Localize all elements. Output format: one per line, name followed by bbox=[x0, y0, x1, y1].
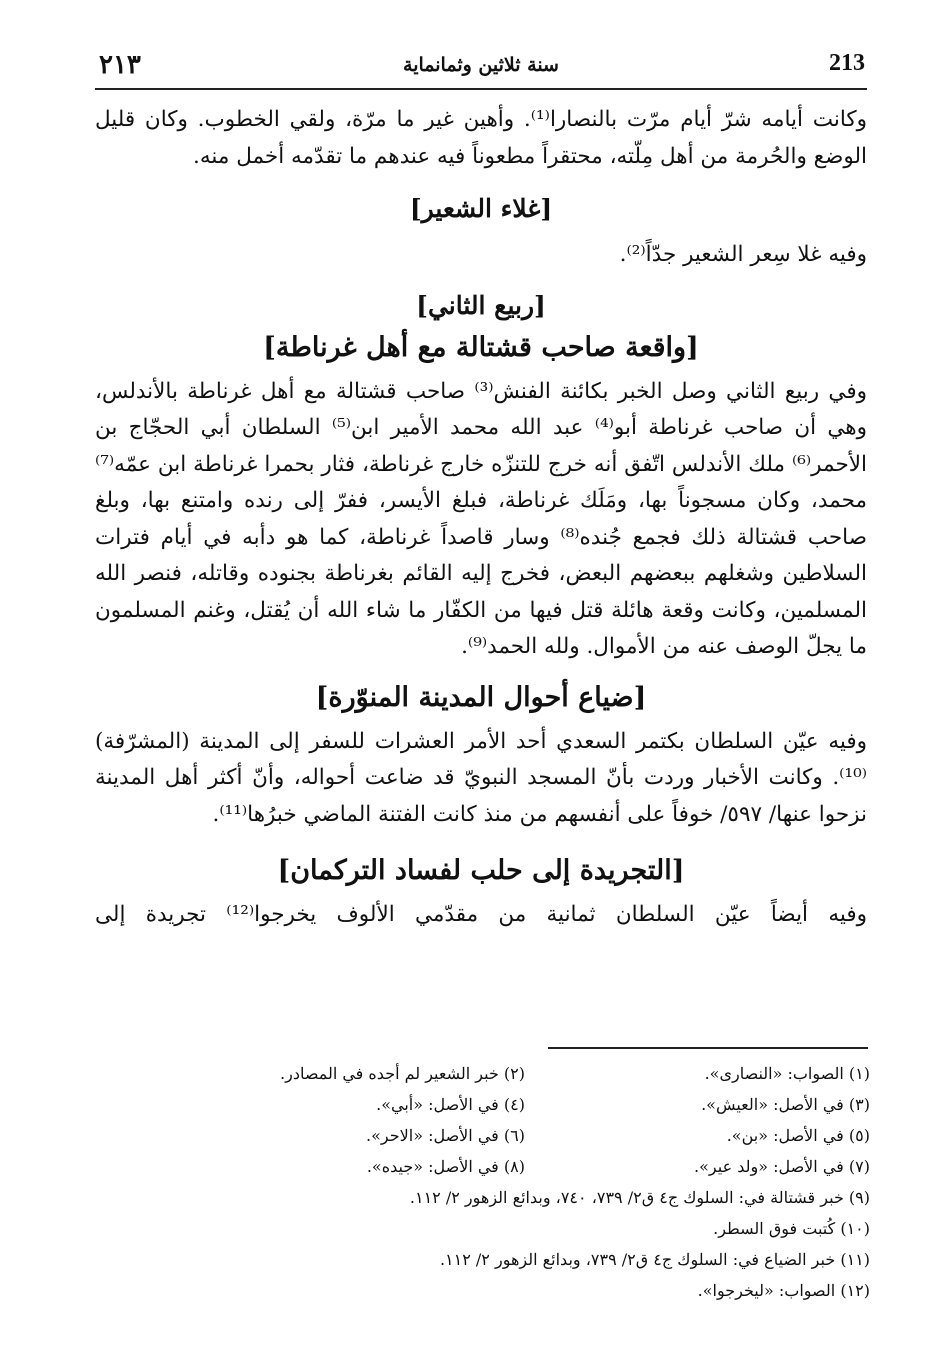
footnote-row bbox=[180, 1058, 870, 1089]
paragraph-5: وفيه أيضاً عيّن السلطان ثمانية من مقدّمي الألوف يخرجوا⁽¹²⁾ تجريدة إلى bbox=[95, 902, 868, 927]
footnote-8: (٨) في الأصل: «جيده». bbox=[366, 1157, 525, 1176]
footnote-12: (١٢) الصواب: «ليخرجوا». bbox=[697, 1281, 870, 1300]
footnote-7: (٧) في الأصل: «ولد عير». bbox=[694, 1157, 870, 1176]
footnote-3: (٣) في الأصل: «العيش». bbox=[701, 1095, 870, 1114]
page-header bbox=[95, 44, 867, 90]
paragraph-1: وكانت أيامه شرّ أيام مرّت بالنصارا⁽¹⁾. وأهين غير ما مرّة، ولقي الخطوب. وكان قليل الوضع والحُرمة من أهل مِلّته، محتقراً مطعوناً فيه عندهم ما تقدّمه أخمل منه. bbox=[95, 107, 867, 169]
footnote-2: (٢) خبر الشعير لم أجده في المصادر. bbox=[280, 1064, 525, 1083]
footnote-row bbox=[180, 1151, 870, 1182]
heading-barley-price: [غلاء الشعير] bbox=[409, 194, 553, 223]
heading-castile-granada: [واقعة صاحب قشتالة مع أهل غرناطة] bbox=[263, 331, 699, 363]
footnote-5: (٥) في الأصل: «بن». bbox=[726, 1126, 870, 1145]
footnote-9: (٩) خبر قشتالة في: السلوك ج٤ ق٢/ ٧٣٩، ٧٤٠، وبدائع الزهور ٢/ ١١٢. bbox=[409, 1188, 870, 1207]
running-title: سنة ثلاثين وثمانماية bbox=[403, 54, 559, 76]
heading-month: [ربيع الثاني] bbox=[416, 290, 546, 320]
page-number: 213 bbox=[829, 50, 865, 76]
paragraph-4: وفيه عيّن السلطان بكتمر السعدي أحد الأمر العشرات للسفر إلى المدينة (المشرّفة)⁽¹⁰⁾. وكانت الأخبار وردت بأنّ المسجد النبويّ قد ضاعت أحواله، وأنّ أكثر أهل المدينة نزحوا عنها/ ٥٩٧/ خوفاً على أنفسهم من منذ كانت الفتنة الماضي خبرُها⁽¹¹⁾. bbox=[95, 728, 867, 827]
main-text bbox=[95, 102, 867, 934]
footnote-1: (١) الصواب: «النصارى». bbox=[704, 1064, 870, 1083]
footnote-11: (١١) خبر الضياع في: السلوك ج٤ ق٢/ ٧٣٩، وبدائع الزهور ٢/ ١١٢. bbox=[439, 1250, 870, 1269]
footnote-4: (٤) في الأصل: «أبي». bbox=[376, 1095, 525, 1114]
page-number-arabic: ٢١٣ bbox=[99, 50, 141, 80]
heading-medina: [ضياع أحوال المدينة المنوّرة] bbox=[315, 681, 647, 713]
footnote-10: (١٠) كُتبت فوق السطر. bbox=[713, 1219, 870, 1238]
footnote-row bbox=[180, 1089, 870, 1120]
paragraph-2: وفيه غلا سِعر الشعير جدّاً⁽²⁾. bbox=[619, 242, 867, 267]
paragraph-3: وفي ربيع الثاني وصل الخبر بكائنة الفنش⁽³⁾ صاحب قشتالة مع أهل غرناطة بالأندلس، وهي أن صاحب غرناطة أبو⁽⁴⁾ عبد الله محمد الأمير ابن⁽⁵⁾ السلطان أبي الحجّاج بن الأحمر⁽⁶⁾ ملك الأندلس اتّفق أنه خرج للتنزّه خارج غرناطة، فثار بحمرا غرناطة ابن عمّه⁽⁷⁾ محمد، وكان مسجوناً بها، ومَلَك غرناطة، فبلغ الأيسر، ففرّ إلى رنده وامتنع بها، وبلغ صاحب قشتالة ذلك فجمع جُنده⁽⁸⁾ وسار قاصداً غرناطة، كما هو دأبه في أيام فترات السلاطين وشغلهم ببعضهم البعض، فخرج إليه القائم بغرناطة بجنوده وقاتله، فنصر الله المسلمين، وكانت وقعة هائلة قتل فيها من الكفّار ما شاء الله أن يُقتل، وغنم المسلمون ما يجلّ الوصف عنه من الأموال. ولله الحمد⁽⁹⁾. bbox=[95, 378, 868, 659]
heading-aleppo: [التجريدة إلى حلب لفساد التركمان] bbox=[277, 855, 685, 886]
footnote-separator bbox=[548, 1047, 868, 1049]
footnotes bbox=[180, 1058, 870, 1306]
footnote-6: (٦) في الأصل: «الاحر». bbox=[366, 1126, 525, 1145]
footnote-row bbox=[180, 1120, 870, 1151]
